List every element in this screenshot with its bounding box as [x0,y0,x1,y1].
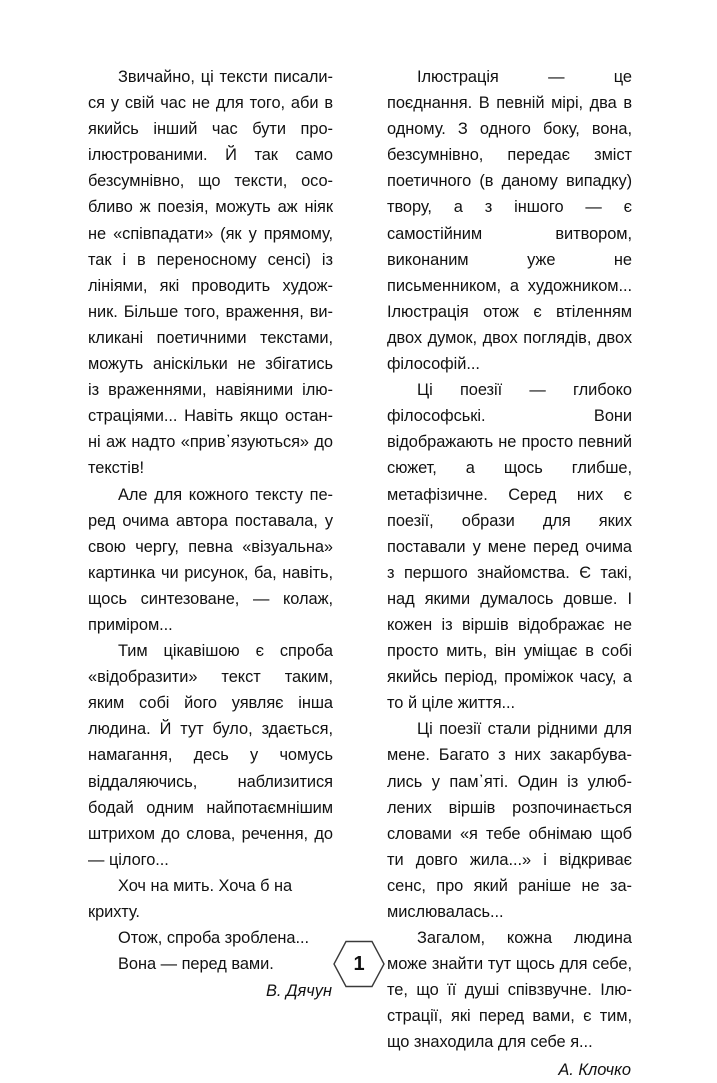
paragraph: Звичайно, ці тексти писалися у свій час не для того, аби в якийсь інший час бути проілюстрованими. Й так само безсумнівно, що тексти, особливо ж поезія, можуть аж ніяк не «співпадати» (як у прямому, так і в переносному сенсі) із лініями, які проводить художник. Більше того, враження, викликані поетичними текстами, можуть аніскільки не збігатись із враженнями, навіяними ілюстраціями... Навіть якщо останні аж надто «прив᾿язуються» до текстів! [88,68,333,478]
paragraph: Тим цікавішою є спроба «відобразити» текст таким, яким собі його уявляє інша людина. Й тут було, здається, намагання, десь у чомусь віддаляючись, наблизитися бодай одним найпотаємнішим штрихом до слова, речення, до — цілого... [88,642,333,869]
closing-line: Отож, спроба зроблена... [118,929,309,948]
two-column-text-body [88,64,632,1083]
page-number-value: 1 [353,953,365,975]
right-column [387,64,632,1083]
paragraph: Ці поезії — глибоко філософські. Вони відображають не просто певний сюжет, а щось глибше, метафізичне. Серед них є поезії, образи для яких поставали у мене перед очима з першого знайомства. Є такі, над якими думалось довше. І кожен із віршів відображає не просто мить, він уміщає в собі якийсь період, проміжок часу, а то й ціле життя... [387,381,632,713]
author-signature-left: В. Дячун [265,982,332,1001]
paragraph: Ці поезії стали рідними для мене. Багато з них закарбувались у пам᾿яті. Один із улюблених віршів розпочинається словами «я тебе обнімаю щоб ти довго жила...» і відкриває сенс, про який раніше не замислювалась... [387,720,632,921]
closing-line: Хоч на мить. Хоча б на крихту. [88,876,293,921]
paragraph: Ілюстрація — це поєднання. В певній мірі, два в одному. З одного боку, вона, безсумнівно, передає зміст поетичного (в даному випадку) твору, а з іншого — є самостійним витвором, виконаним уже не письменником, а художником... Ілюстрація отож є втіленням двох думок, двох поглядів, двох філософій... [387,68,632,374]
left-column [88,64,333,1004]
paragraph: Загалом, кожна людина може знайти тут щось для себе, те, що її душі співзвучне. Ілюстрації, які перед вами, є тим, що знаходила для себе я... [387,929,632,1052]
paragraph: Але для кожного тексту перед очима автора поставала, у свою чергу, певна «візуальна» картинка чи рисунок, ба, навіть, щось синтезоване, — колаж, приміром... [88,485,333,634]
author-signature-right: А. Клочко [558,1060,631,1079]
page-number-badge [333,940,385,988]
closing-line: Вона — перед вами. [118,955,274,974]
